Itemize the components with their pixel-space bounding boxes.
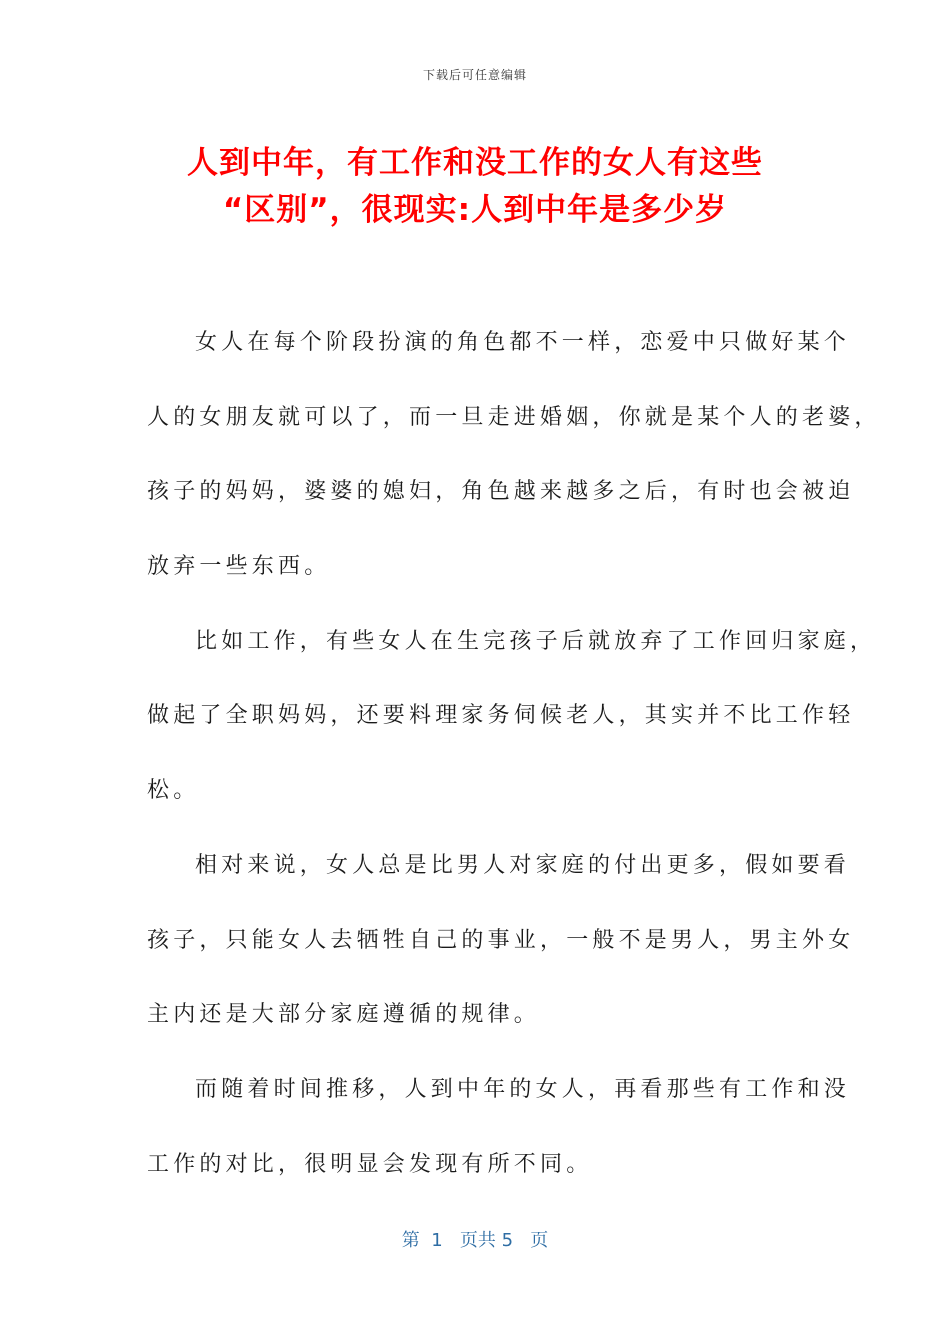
text-line: 主内还是大部分家庭遵循的规律。: [147, 1002, 541, 1028]
text-line: 而随着时间推移，人到中年的女人，再看那些有工作和没: [195, 1076, 851, 1102]
text-line: 孩子的妈妈，婆婆的媳妇，角色越来越多之后，有时也会被迫: [147, 479, 855, 505]
text-line: 孩子，只能女人去牺牲自己的事业，一般不是男人，男主外女: [147, 927, 855, 953]
text-line: 松。: [147, 778, 200, 804]
page-number: 第 1 页共 5 页: [401, 1230, 549, 1251]
text-line: 放弃一些东西。: [147, 554, 331, 580]
text-line: 做起了全职妈妈，还要料理家务伺候老人，其实并不比工作轻: [147, 703, 855, 729]
text-line: 比如工作，有些女人在生完孩子后就放弃了工作回归家庭，: [195, 628, 877, 654]
document-title: [150, 140, 800, 234]
text-line: 工作的对比，很明显会发现有所不同。: [147, 1151, 593, 1177]
title-line-2: “区别”，很现实:人到中年是多少岁: [222, 192, 728, 228]
title-line-1: 人到中年，有工作和没工作的女人有这些: [187, 145, 763, 181]
article-body: [147, 313, 881, 1209]
text-line: 女人在每个阶段扮演的角色都不一样，恋爱中只做好某个: [195, 330, 851, 355]
text-line: 人的女朋友就可以了，而一旦走进婚姻，你就是某个人的老婆，: [147, 404, 881, 430]
header-note: 下载后可任意编辑: [422, 68, 527, 82]
text-line: 相对来说，女人总是比男人对家庭的付出更多，假如要看: [195, 852, 851, 878]
